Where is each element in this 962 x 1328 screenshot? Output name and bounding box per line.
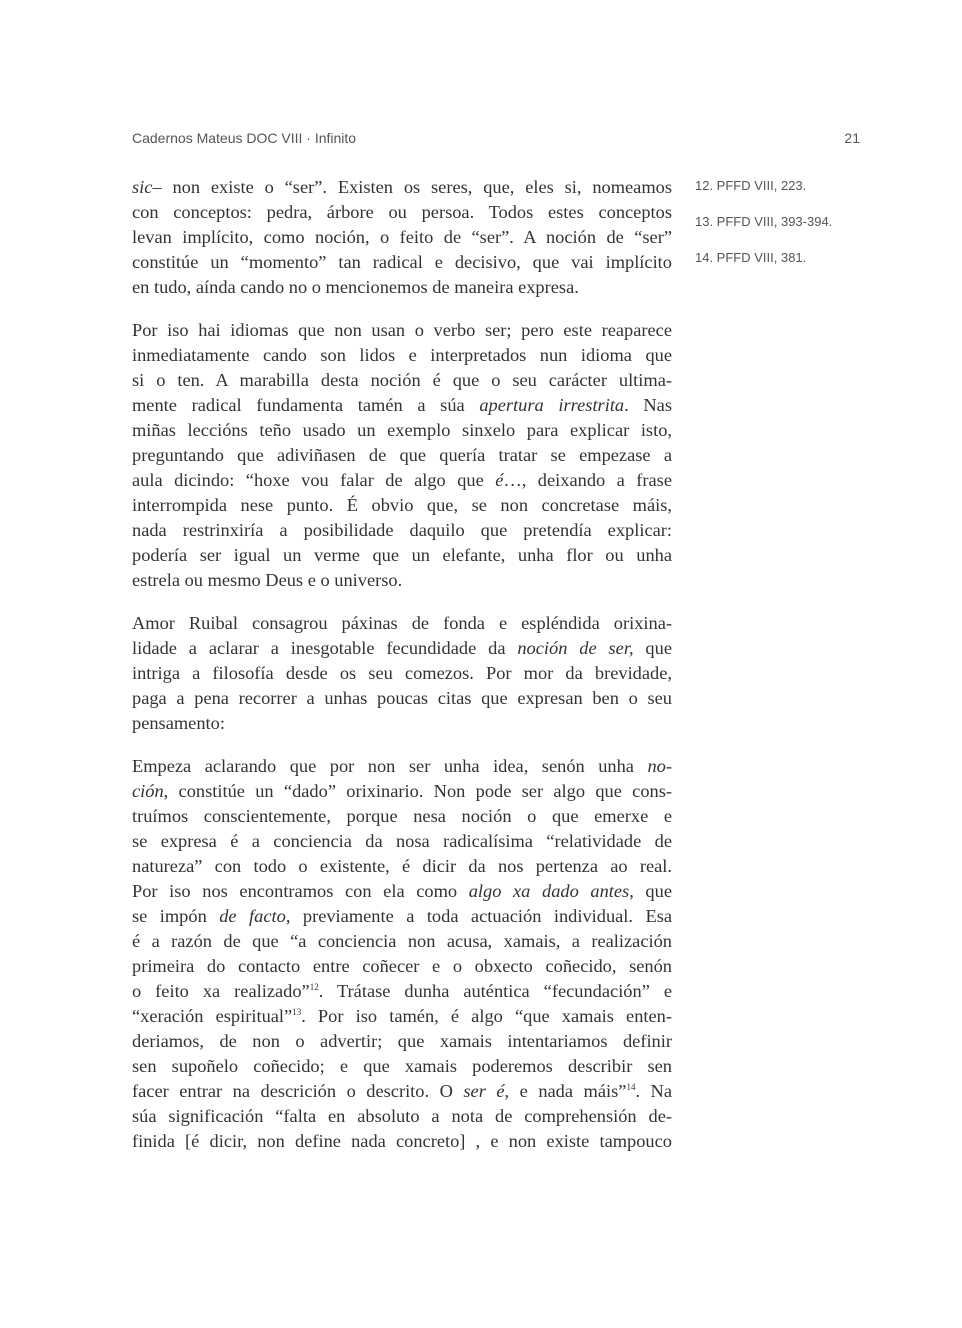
text-line [132, 779, 672, 804]
page-number: 21 [844, 130, 860, 146]
text-line [132, 318, 672, 343]
text-line [132, 518, 672, 543]
text-run: levan implícito, como noción, o feito de “ser”. A noción de “ser” [132, 227, 672, 247]
italic-text: algo xa dado antes [468, 881, 630, 901]
text-run: o feito xa realizado” [132, 981, 310, 1001]
text-run: preguntando que adiviñasen de que quería tratar se empezase a [132, 445, 672, 465]
text-line [132, 1004, 672, 1029]
text-line [132, 904, 672, 929]
italic-text: é [495, 470, 504, 490]
text-line [132, 275, 672, 300]
text-run: se impón [132, 906, 220, 926]
text-line [132, 543, 672, 568]
text-line [132, 225, 672, 250]
text-line [132, 854, 672, 879]
text-run: que [633, 638, 672, 658]
margin-footnotes [695, 177, 885, 285]
text-line [132, 175, 672, 200]
text-run: . Trátase dunha auténtica “fecundación” e [318, 981, 672, 1001]
text-run: Amor Ruibal consagrou páxinas de fonda e espléndida orixina- [132, 613, 672, 633]
text-line [132, 1079, 672, 1104]
text-run: estrela ou mesmo Deus e o universo. [132, 570, 403, 590]
text-run: …, deixando a frase [503, 470, 672, 490]
italic-text: sic [132, 177, 153, 197]
text-run: Por iso nos encontramos con ela como [132, 881, 469, 901]
text-run: nada restrinxiría a posibilidade daquilo que pretendía explicar: [132, 520, 672, 540]
italic-text: apertura irrestrita [479, 395, 625, 415]
body-text-column [132, 175, 672, 1172]
text-line [132, 493, 672, 518]
text-run: , que [629, 881, 672, 901]
text-run: aula dicindo: “hoxe vou falar de algo que [132, 470, 496, 490]
text-run: pensamento: [132, 713, 225, 733]
text-run: . Na [635, 1081, 673, 1101]
text-run: constitúe un “momento” tan radical e decisivo, que vai implícito [132, 252, 672, 272]
text-line [132, 368, 672, 393]
text-line [132, 1029, 672, 1054]
footnote: 12. PFFD VIII, 223. [695, 178, 807, 193]
text-line [132, 443, 672, 468]
text-line [132, 1129, 672, 1154]
text-line [132, 393, 672, 418]
text-run: interrompida nese punto. É obvio que, se non concretase máis, [132, 495, 672, 515]
footnote-ref: 14 [626, 1082, 636, 1092]
text-run: , e nada máis” [504, 1081, 627, 1101]
text-run: mente radical fundamenta tamén a súa [132, 395, 480, 415]
text-line [132, 979, 672, 1004]
text-line [132, 954, 672, 979]
text-line [132, 829, 672, 854]
text-run: . Nas [624, 395, 673, 415]
text-line [132, 804, 672, 829]
italic-text: no- [647, 756, 672, 776]
text-line [132, 418, 672, 443]
text-line [132, 929, 672, 954]
italic-text: ción [132, 781, 164, 801]
paragraph [132, 175, 672, 300]
italic-text: ser é [463, 1081, 505, 1101]
text-run: truímos conscientemente, porque nesa noción o que emerxe e [132, 806, 672, 826]
text-run: paga a pena recorrer a unhas poucas citas que expresan ben o seu [132, 688, 672, 708]
text-run: podería ser igual un verme que un elefante, unha flor ou unha [132, 545, 672, 565]
footnote: 14. PFFD VIII, 381. [695, 250, 807, 265]
text-run: finida [é dicir, non define nada concreto] , e non existe tampouco [132, 1131, 672, 1151]
italic-text: de facto [219, 906, 286, 926]
text-run: se expresa é a conciencia da nosa radicalísima “relatividade de [132, 831, 672, 851]
text-run: Empeza aclarando que por non ser unha idea, senón unha [132, 756, 648, 776]
text-run: sen supoñelo coñecido; e que xamais poderemos describir sen [132, 1056, 672, 1076]
text-run: facer entrar na descrición o descrito. O [132, 1081, 464, 1101]
text-line [132, 468, 672, 493]
text-line [132, 343, 672, 368]
paragraph [132, 318, 672, 593]
text-run: miñas leccións teño usado un exemplo sinxelo para explicar isto, [132, 420, 672, 440]
text-line [132, 611, 672, 636]
text-run: primeira do contacto entre coñecer e o obxecto coñecido, senón [132, 956, 672, 976]
text-run: deriamos, de non o advertir; que xamais intentariamos definir [132, 1031, 672, 1051]
text-run: lidade a aclarar a inesgotable fecundidade da [132, 638, 518, 658]
text-line [132, 754, 672, 779]
text-run: , previamente a toda actuación individual. Esa [285, 906, 673, 926]
text-run: , constitúe un “dado” orixinario. Non pode ser algo que cons- [163, 781, 672, 801]
italic-text: noción de ser, [517, 638, 634, 658]
text-run: con conceptos: pedra, árbore ou persoa. Todos estes conceptos [132, 202, 672, 222]
running-title: Cadernos Mateus DOC VIII · Infinito [132, 130, 357, 146]
text-line [132, 711, 672, 736]
text-line [132, 1104, 672, 1129]
text-line [132, 879, 672, 904]
text-run: inmediatamente cando son lidos e interpretados nun idioma que [132, 345, 672, 365]
text-line [132, 568, 672, 593]
text-run: é a razón de que “a conciencia non acusa, xamais, a realización [132, 931, 672, 951]
text-line [132, 661, 672, 686]
text-line [132, 200, 672, 225]
text-run: si o ten. A marabilla desta noción é que o seu carácter ultima- [132, 370, 672, 390]
text-run: en tudo, aínda cando no o mencionemos de maneira expresa. [132, 277, 579, 297]
text-run: . Por iso tamén, é algo “que xamais enten- [301, 1006, 672, 1026]
footnote: 13. PFFD VIII, 393-394. [695, 214, 833, 229]
text-line [132, 686, 672, 711]
text-run: – non existe o “ser”. Existen os seres, que, eles si, nomeamos [152, 177, 672, 197]
footnote-ref: 13 [292, 1007, 302, 1017]
text-line [132, 250, 672, 275]
text-run: intriga a filosofía desde os seu comezos. Por mor da brevidade, [132, 663, 672, 683]
text-run: natureza” con todo o existente, é dicir da nos pertenza ao real. [132, 856, 672, 876]
text-run: “xeración espiritual” [132, 1006, 293, 1026]
text-run: Por iso hai idiomas que non usan o verbo ser; pero este reaparece [132, 320, 672, 340]
paragraph [132, 754, 672, 1154]
paragraph [132, 611, 672, 736]
text-line [132, 1054, 672, 1079]
text-line [132, 636, 672, 661]
text-run: súa significación “falta en absoluto a nota de comprehensión de- [132, 1106, 672, 1126]
footnote-ref: 12 [309, 982, 319, 992]
